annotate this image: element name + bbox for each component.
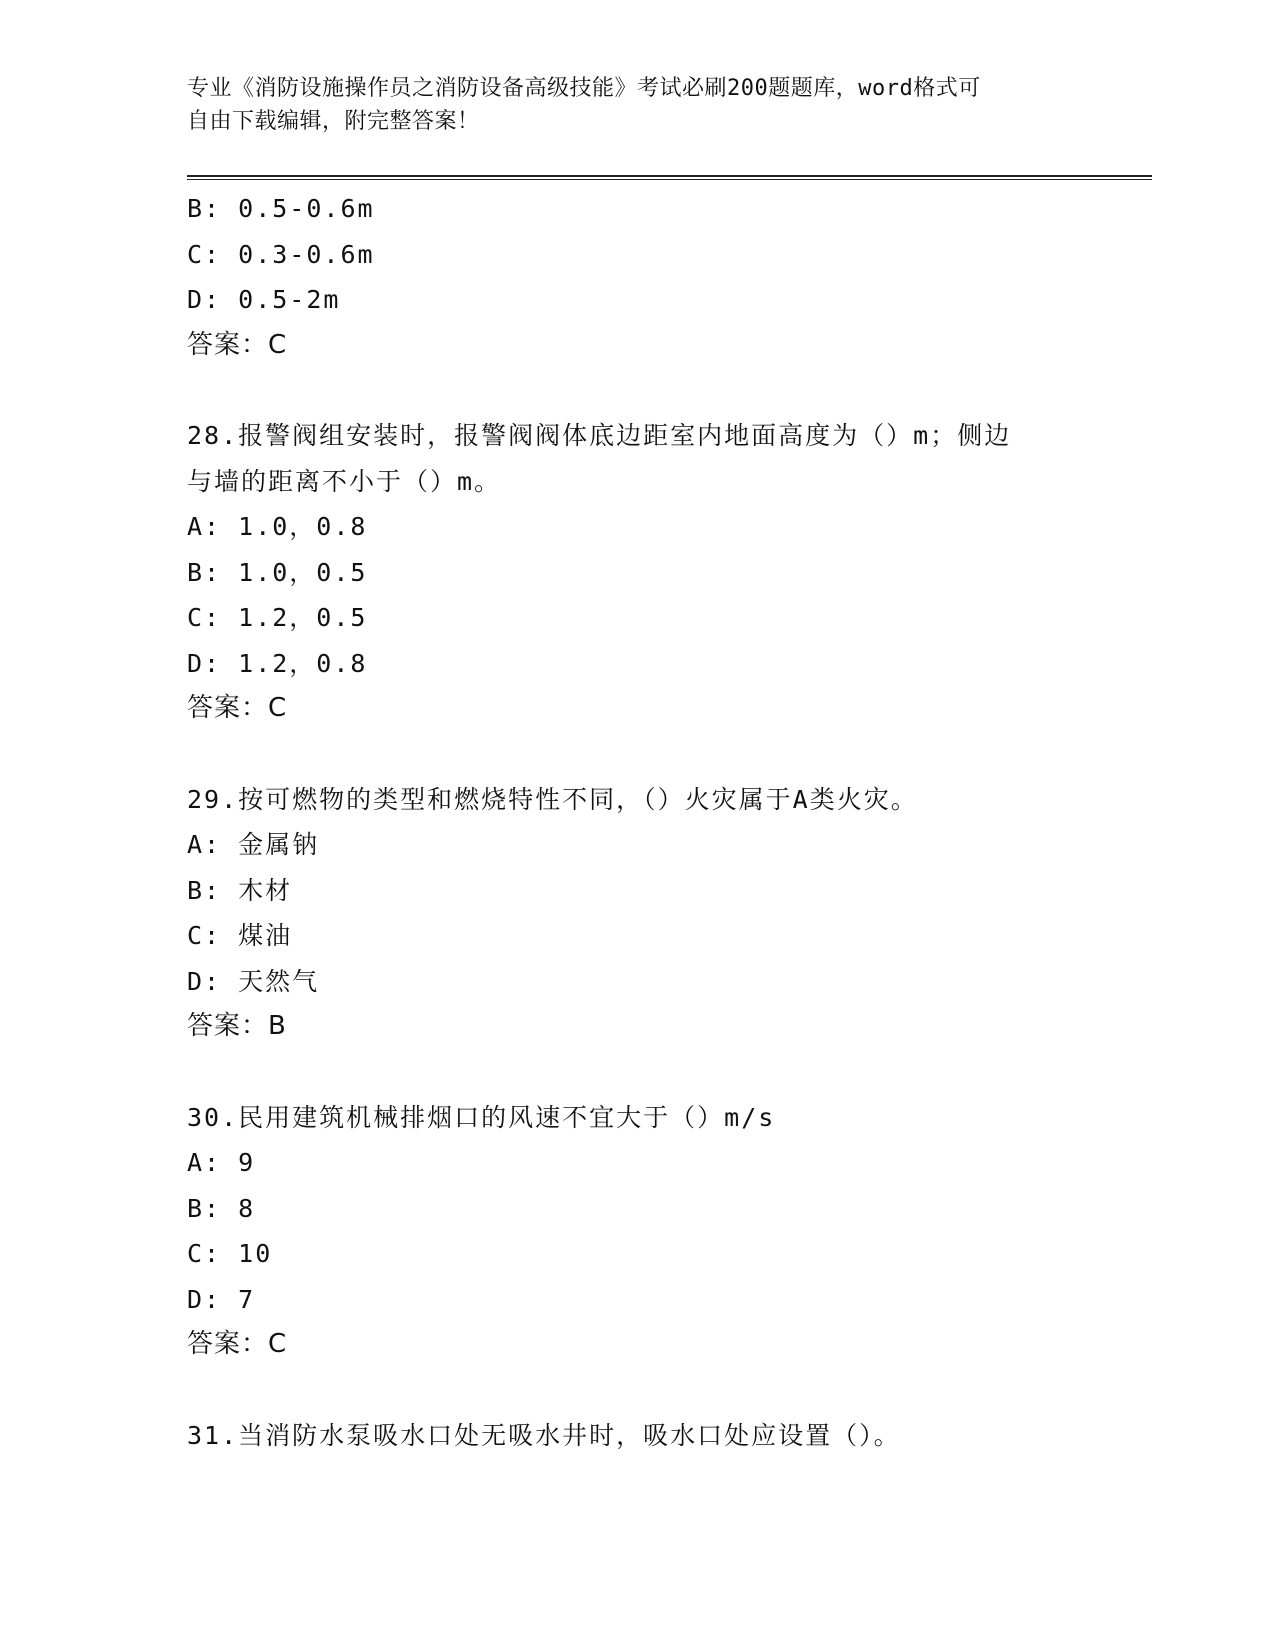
option-c: C: 煤油 [187, 921, 293, 950]
question-stem: 31.当消防水泵吸水口处无吸水井时，吸水口处应设置（）。 [187, 1420, 901, 1450]
answer-line: 答案：B [187, 1011, 287, 1041]
option-c: C: 0.3-0.6m [187, 239, 375, 269]
option-c: C: 1.2，0.5 [187, 603, 368, 632]
answer-line: 答案：C [187, 329, 288, 360]
question-30 [187, 1095, 1087, 1368]
question-stem: 28.报警阀组安装时，报警阀阀体底边距室内地面高度为（）m；侧边 [187, 421, 1012, 450]
answer-line: 答案：C [187, 693, 288, 723]
question-27-continuation [187, 186, 1087, 368]
option-b: B: 0.5-0.6m [187, 194, 375, 223]
option-a: A: 1.0，0.8 [187, 512, 368, 541]
question-stem: 29.按可燃物的类型和燃烧特性不同，（）火灾属于A类火灾。 [187, 784, 918, 814]
question-stem: 与墙的距离不小于（）m。 [187, 466, 502, 496]
question-28 [187, 413, 1087, 732]
option-d: D: 0.5-2m [187, 285, 341, 314]
question-29 [187, 777, 1087, 1050]
option-a: A: 金属钠 [187, 830, 320, 859]
header-divider [187, 175, 1152, 180]
answer-line: 答案：C [187, 1329, 288, 1359]
option-d: D: 7 [187, 1284, 256, 1314]
question-stem: 30.民用建筑机械排烟口的风速不宜大于（）m/s [187, 1102, 776, 1132]
option-d: D: 1.2，0.8 [187, 648, 368, 678]
option-c: C: 10 [187, 1239, 273, 1268]
option-a: A: 9 [187, 1148, 256, 1177]
header-title-line-2: 自由下载编辑，附完整答案！ [187, 109, 480, 134]
question-31 [187, 1413, 1087, 1459]
option-d: D: 天然气 [187, 966, 320, 996]
question-list [187, 186, 1087, 1458]
header-title-line-1: 专业《消防设施操作员之消防设备高级技能》考试必刷200题题库，word格式可 [187, 76, 981, 101]
option-b: B: 1.0，0.5 [187, 557, 368, 587]
option-b: B: 8 [187, 1193, 256, 1223]
document-header [187, 72, 1067, 138]
option-b: B: 木材 [187, 875, 293, 905]
